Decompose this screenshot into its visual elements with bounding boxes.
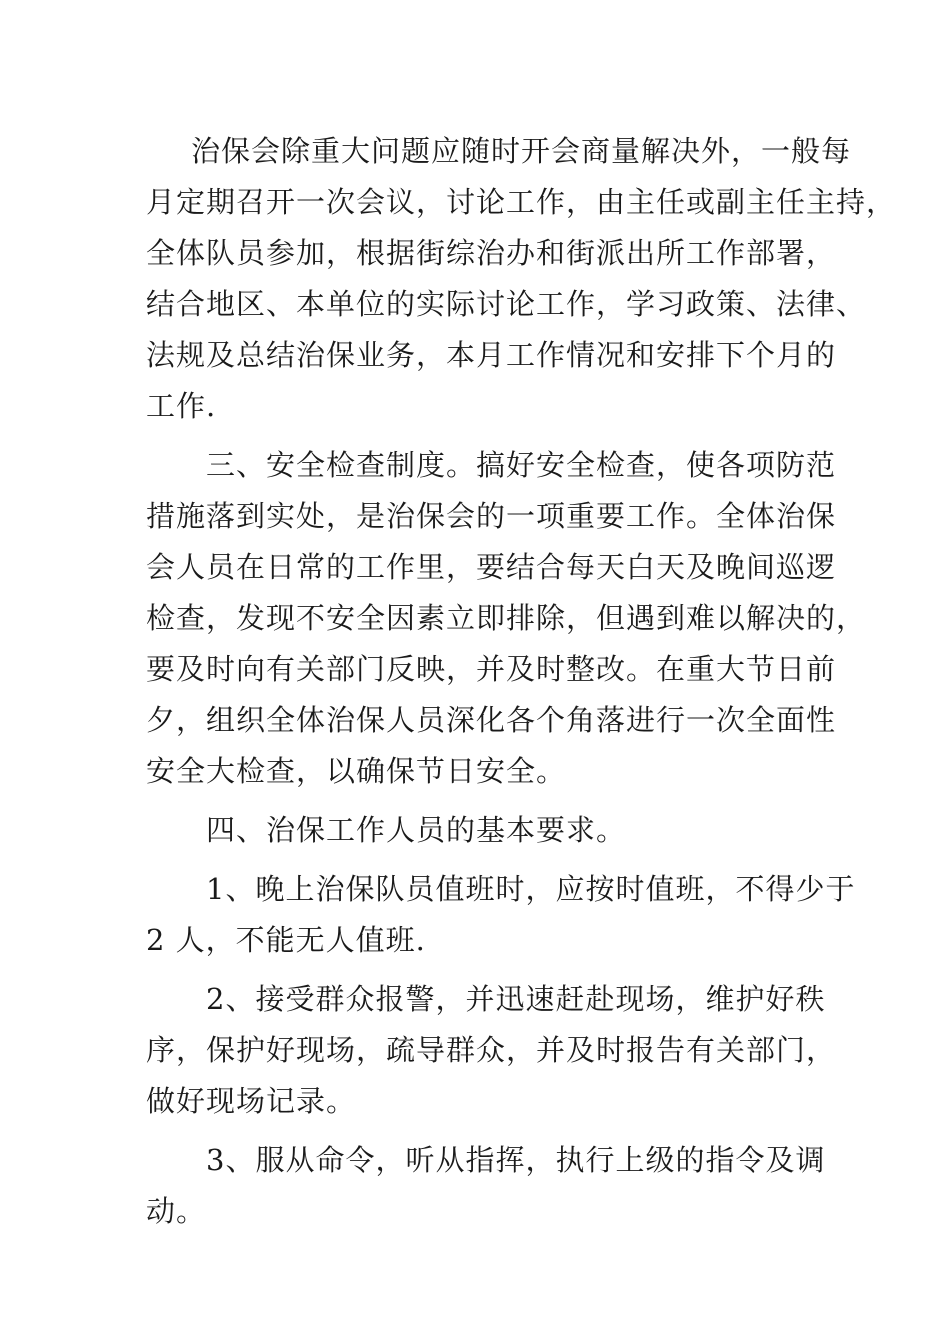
text-line: 做好现场记录。 — [146, 1084, 357, 1118]
text-line: 月定期召开一次会议，讨论工作，由主任或副主任主持， — [146, 185, 897, 219]
text-line: 序，保护好现场，疏导群众，并及时报告有关部门， — [146, 1033, 837, 1067]
text-line: 1、晚上治保队员值班时，应按时值班，不得少于 — [206, 872, 856, 906]
text-line: 夕，组织全体治保人员深化各个角落进行一次全面性 — [146, 703, 837, 737]
text-line: 法规及总结治保业务，本月工作情况和安排下个月的 — [146, 338, 837, 372]
text-line: 措施落到实处，是治保会的一项重要工作。全体治保 — [146, 499, 837, 533]
list-item-1 — [146, 864, 856, 966]
text-line: 3、服从命令，听从指挥，执行上级的指令及调 — [206, 1143, 826, 1177]
list-item-2 — [146, 974, 837, 1127]
paragraph-safety-inspection — [146, 440, 867, 797]
text-line: 动。 — [146, 1194, 207, 1228]
text-line: 2、接受群众报警，并迅速赶赴现场，维护好秩 — [206, 982, 826, 1016]
section-heading-line: 三、安全检查制度。搞好安全检查，使各项防范 — [206, 448, 837, 482]
text-line: 工作. — [146, 389, 217, 423]
text-line: 会人员在日常的工作里，要结合每天白天及晚间巡逻 — [146, 550, 837, 584]
text-line: 全体队员参加，根据街综治办和街派出所工作部署， — [146, 236, 837, 270]
text-line: 2 人，不能无人值班. — [146, 923, 426, 957]
text-line: 安全大检查，以确保节日安全。 — [146, 754, 567, 788]
text-line: 要及时向有关部门反映，并及时整改。在重大节日前 — [146, 652, 837, 686]
document-body — [146, 126, 897, 1237]
list-item-3 — [146, 1135, 826, 1237]
paragraph-meeting — [146, 126, 897, 432]
paragraph-basic-requirements — [146, 805, 826, 856]
section-heading-line: 四、治保工作人员的基本要求。 — [206, 813, 627, 847]
text-line: 检查，发现不安全因素立即排除，但遇到难以解决的， — [146, 601, 867, 635]
text-line: 治保会除重大问题应随时开会商量解决外，一般每 — [191, 134, 852, 168]
text-line: 结合地区、本单位的实际讨论工作，学习政策、法律、 — [146, 287, 867, 321]
